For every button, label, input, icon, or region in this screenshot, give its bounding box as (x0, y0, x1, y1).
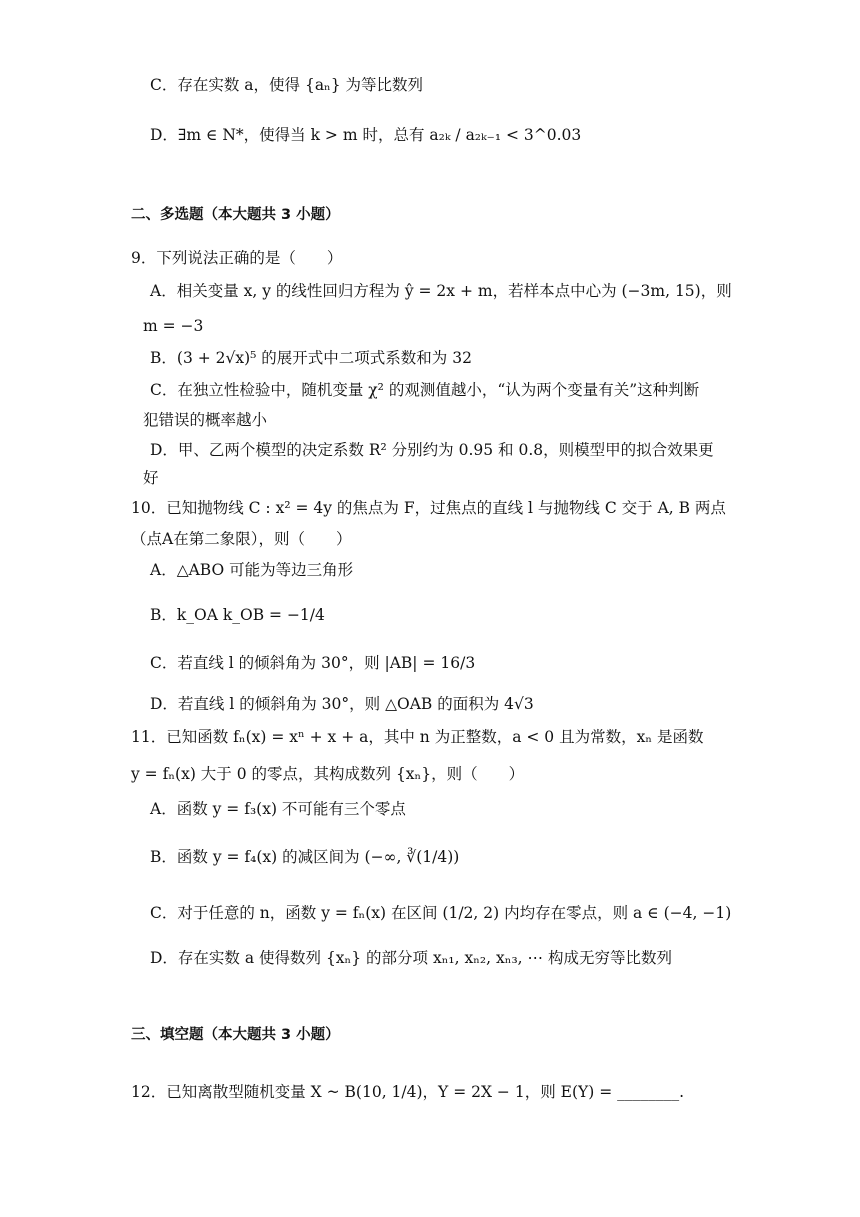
option-10c: C．若直线 l 的倾斜角为 30°，则 |AB| = 16/3 (150, 654, 476, 672)
option-10a: A．△ABO 可能为等边三角形 (150, 561, 354, 579)
option-9b: B．(3 + 2√x)⁵ 的展开式中二项式系数和为 32 (150, 349, 472, 367)
section-title-multi-choice: 二、多选题（本大题共 3 小题） (131, 207, 340, 223)
option-9d-line1: D．甲、乙两个模型的决定系数 R² 分别约为 0.95 和 0.8，则模型甲的拟合效果更 (150, 441, 714, 459)
question-10-stem-line2: （点A在第二象限），则（ ） (131, 530, 352, 548)
question-11-stem-line2: y = fₙ(x) 大于 0 的零点，其构成数列 {xₙ}，则（ ） (131, 765, 525, 783)
option-11c: C．对于任意的 n，函数 y = fₙ(x) 在区间 (1/2, 2) 内均存在零点，则 a ∈ (−4, −1) (150, 904, 732, 922)
option-9c-line2: 犯错误的概率越小 (143, 411, 268, 429)
option-11b: B．函数 y = f₄(x) 的减区间为 (−∞, ∛(1/4)) (150, 848, 460, 866)
option-9c-line1: C．在独立性检验中，随机变量 χ² 的观测值越小，“认为两个变量有关”这种判断 (150, 381, 700, 399)
option-10d: D．若直线 l 的倾斜角为 30°，则 △OAB 的面积为 4√3 (150, 695, 534, 713)
option-11d: D．存在实数 a 使得数列 {xₙ} 的部分项 xₙ₁, xₙ₂, xₙ₃, ⋯ 构成无穷等比数列 (150, 949, 672, 967)
question-10-stem-line1: 10．已知抛物线 C : x² = 4y 的焦点为 F，过焦点的直线 l 与抛物线 C 交于 A, B 两点 (131, 499, 726, 517)
option-9a-line1: A．相关变量 x, y 的线性回归方程为 ŷ = 2x + m，若样本点中心为 (−3m, 15)，则 (150, 282, 732, 300)
option-9d-line2: 好 (143, 469, 159, 487)
option-8c: C．存在实数 a，使得 {aₙ} 为等比数列 (150, 76, 424, 94)
option-10b: B．k_OA k_OB = −1/4 (150, 606, 325, 624)
option-9a-line2: m = −3 (143, 317, 204, 335)
question-9-stem: 9．下列说法正确的是（ ） (131, 249, 343, 267)
option-8d: D．∃m ∈ N*，使得当 k > m 时，总有 a₂ₖ / a₂ₖ₋₁ < 3^0.03 (150, 126, 582, 144)
section-title-fill-blank: 三、填空题（本大题共 3 小题） (131, 1027, 340, 1043)
question-11-stem-line1: 11．已知函数 fₙ(x) = xⁿ + x + a，其中 n 为正整数，a < 0 且为常数，xₙ 是函数 (131, 728, 704, 746)
option-11a: A．函数 y = f₃(x) 不可能有三个零点 (150, 800, 406, 818)
question-12: 12．已知离散型随机变量 X ~ B(10, 1/4)，Y = 2X − 1，则 E(Y) = ________. (131, 1083, 685, 1101)
